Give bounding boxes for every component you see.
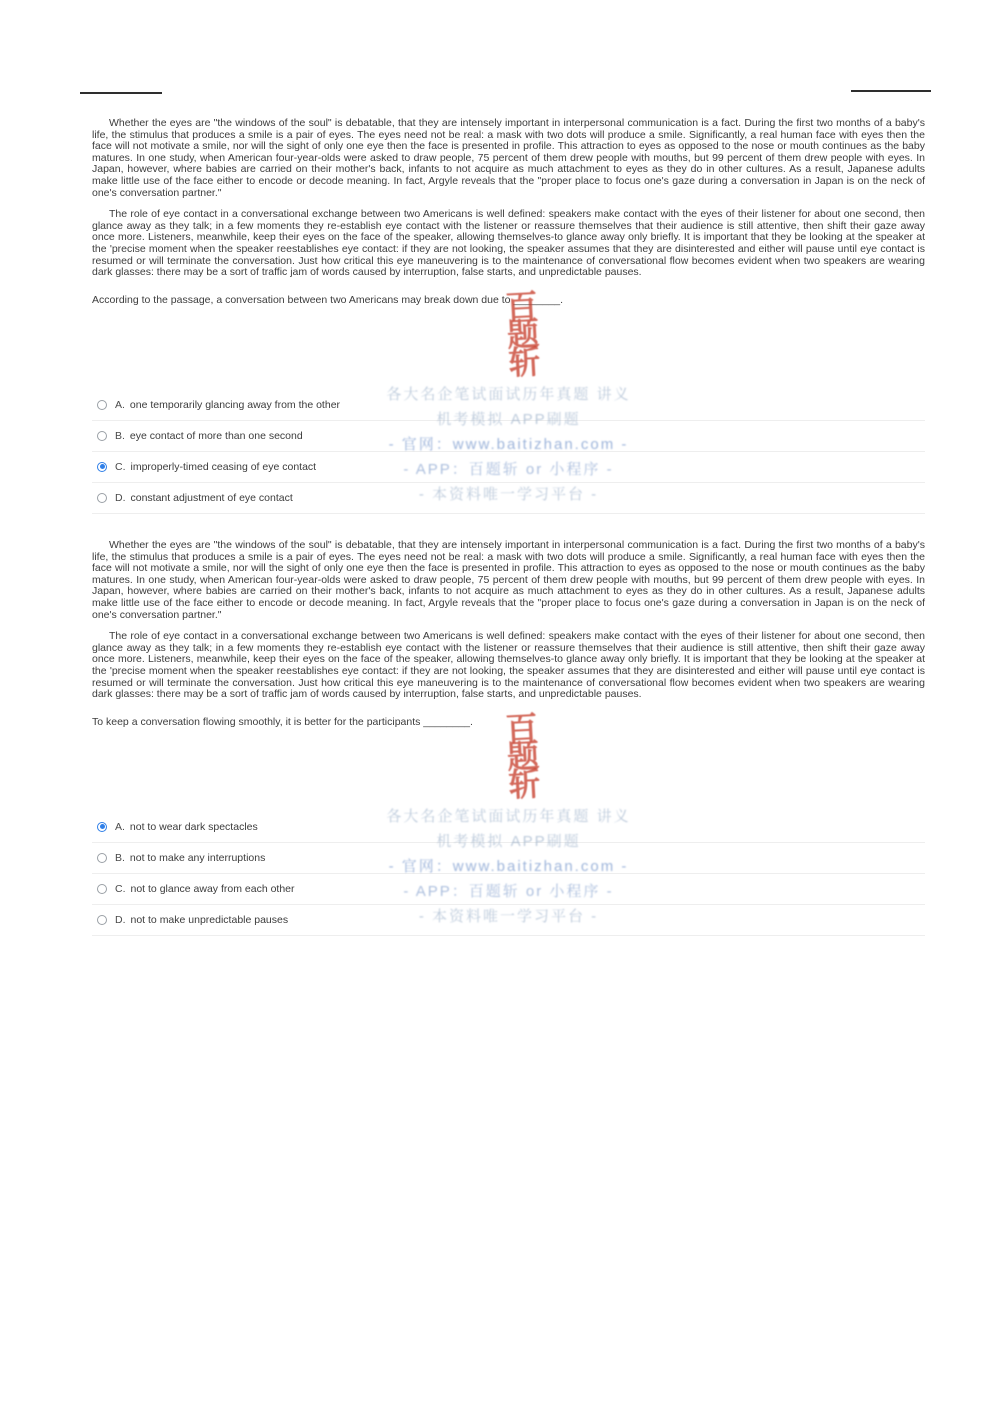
watermark-line: - 本资料唯一学习平台 - <box>418 908 599 925</box>
option-row-d[interactable] <box>92 483 925 514</box>
passage-paragraph-2: The role of eye contact in a conversational exchange between two Americans is well defined: speakers make contact with the eyes of their listener for about one second, then glance away as they talk; in a few moments they re-establish eye contact with the listener or reassure themselves that their audience is still attentive, then shift their gaze away once more. Listeners, meanwhile, keep their eyes on the face of the speaker, allowing themselves-to glance away only briefly. It is important that they be looking at the speaker at the 'precise moment when the speaker reestablishes eye contact: if they are not looking, the speaker assumes that they are disinterested and either will pause until eye contact is resumed or will terminate the conversation. Just how critical this eye maneuvering is to the maintenance of conversational flow becomes evident when two speakers are wearing dark glasses: there may be a sort of traffic jam of words caused by interruption, false starts, and unpredictable pauses. <box>92 630 925 701</box>
option-label: constant adjustment of eye contact <box>130 491 293 504</box>
question-prompt: To keep a conversation flowing smoothly, it is better for the participants ________. <box>92 715 473 728</box>
watermark-line: - 官网：www.baitizhan.com - <box>388 436 629 453</box>
radio-button[interactable] <box>97 431 107 441</box>
watermark-line: - 本资料唯一学习平台 - <box>418 486 599 503</box>
watermark-line: 各大名企笔试面试历年真题 讲义 <box>386 808 631 825</box>
radio-button[interactable] <box>97 493 107 503</box>
option-row-a[interactable] <box>92 812 925 843</box>
option-label: eye contact of more than one second <box>129 429 303 442</box>
header-rule-right <box>851 90 931 92</box>
option-key: A. <box>115 398 125 411</box>
header-rule-left <box>80 92 162 94</box>
passage-paragraph-1: Whether the eyes are "the windows of the soul" is debatable, that they are intensely important in interpersonal communication is a fact. During the first two months of a baby's life, the stimulus that produces a smile is a pair of eyes. The eyes need not be real: a mask with two dots will produce a smile. Significantly, a real human face with eyes then the face will not motivate a smile, nor will the sight of only one eye then the face is presented in profile. This attraction to eyes as opposed to the nose or mouth continues as the baby matures. In one study, when American four-year-olds were asked to draw people, 75 percent of them drew people with mouths, but 99 percent of them drew people with eyes. In Japan, however, where babies are carried on their mother's back, infants to not acquire as much attachment to eyes as they do in other cultures. As a result, Japanese adults make little use of the face either to encode or decode meaning. In fact, Argyle reveals that the "proper place to focus one's gaze during a conversation in Japan is on the neck of one's conversation partner." <box>92 117 925 199</box>
radio-button[interactable] <box>97 915 107 925</box>
radio-button[interactable] <box>97 462 107 472</box>
option-key: A. <box>115 820 125 833</box>
option-label: not to make any interruptions <box>129 851 266 864</box>
question-block-2 <box>92 540 925 936</box>
option-label: not to make unpredictable pauses <box>130 913 289 926</box>
passage-paragraph-2: The role of eye contact in a conversational exchange between two Americans is well defined: speakers make contact with the eyes of their listener for about one second, then glance away as they talk; in a few moments they re-establish eye contact with the listener or reassure themselves that their audience is still attentive, then shift their gaze away once more. Listeners, meanwhile, keep their eyes on the face of the speaker, allowing themselves-to glance away only briefly. It is important that they be looking at the speaker at the 'precise moment when the speaker reestablishes eye contact: if they are not looking, the speaker assumes that they are disinterested and either will pause until eye contact is resumed or will terminate the conversation. Just how critical this eye maneuvering is to the maintenance of conversational flow becomes evident when two speakers are wearing dark glasses: there may be a sort of traffic jam of words caused by interruption, false starts, and unpredictable pauses. <box>92 208 925 279</box>
option-row-c[interactable] <box>92 874 925 905</box>
radio-button[interactable] <box>97 853 107 863</box>
option-key: C. <box>115 882 126 895</box>
watermark-seal: 百题斩 <box>500 288 542 375</box>
question-prompt: According to the passage, a conversation between two Americans may break down due to ________. <box>92 293 564 306</box>
reading-passage <box>92 540 925 701</box>
watermark-line: - APP：百题斩 or 小程序 - <box>403 883 614 900</box>
option-row-a[interactable] <box>92 390 925 421</box>
watermark-seal: 百题斩 <box>500 710 542 797</box>
options-list <box>92 812 925 936</box>
option-row-c[interactable] <box>92 452 925 483</box>
option-label: not to glance away from each other <box>130 882 295 895</box>
watermark-line: - APP：百题斩 or 小程序 - <box>403 461 614 478</box>
watermark-line: 各大名企笔试面试历年真题 讲义 <box>386 386 631 403</box>
watermark-line: 机考模拟 APP刷题 <box>436 833 581 850</box>
radio-button[interactable] <box>97 884 107 894</box>
option-key: D. <box>115 913 126 926</box>
radio-button[interactable] <box>97 400 107 410</box>
option-row-b[interactable] <box>92 843 925 874</box>
option-label: not to wear dark spectacles <box>129 820 258 833</box>
passage-paragraph-1: Whether the eyes are "the windows of the soul" is debatable, that they are intensely important in interpersonal communication is a fact. During the first two months of a baby's life, the stimulus that produces a smile is a pair of eyes. The eyes need not be real: a mask with two dots will produce a smile. Significantly, a real human face with eyes then the face will not motivate a smile, nor will the sight of only one eye then the face is presented in profile. This attraction to eyes as opposed to the nose or mouth continues as the baby matures. In one study, when American four-year-olds were asked to draw people, 75 percent of them drew people with mouths, but 99 percent of them drew people with eyes. In Japan, however, where babies are carried on their mother's back, infants to not acquire as much attachment to eyes as they do in other cultures. As a result, Japanese adults make little use of the face either to encode or decode meaning. In fact, Argyle reveals that the "proper place to focus one's gaze during a conversation in Japan is on the neck of one's conversation partner." <box>92 539 925 621</box>
option-key: C. <box>115 460 126 473</box>
option-label: improperly-timed ceasing of eye contact <box>130 460 317 473</box>
question-block-1 <box>92 118 925 514</box>
option-key: D. <box>115 491 126 504</box>
option-key: B. <box>115 429 125 442</box>
option-key: B. <box>115 851 125 864</box>
watermark-line: 机考模拟 APP刷题 <box>436 411 581 428</box>
radio-button[interactable] <box>97 822 107 832</box>
watermark-line: - 官网：www.baitizhan.com - <box>388 858 629 875</box>
options-list <box>92 390 925 514</box>
reading-passage <box>92 118 925 279</box>
option-row-d[interactable] <box>92 905 925 936</box>
option-label: one temporarily glancing away from the other <box>129 398 341 411</box>
option-row-b[interactable] <box>92 421 925 452</box>
